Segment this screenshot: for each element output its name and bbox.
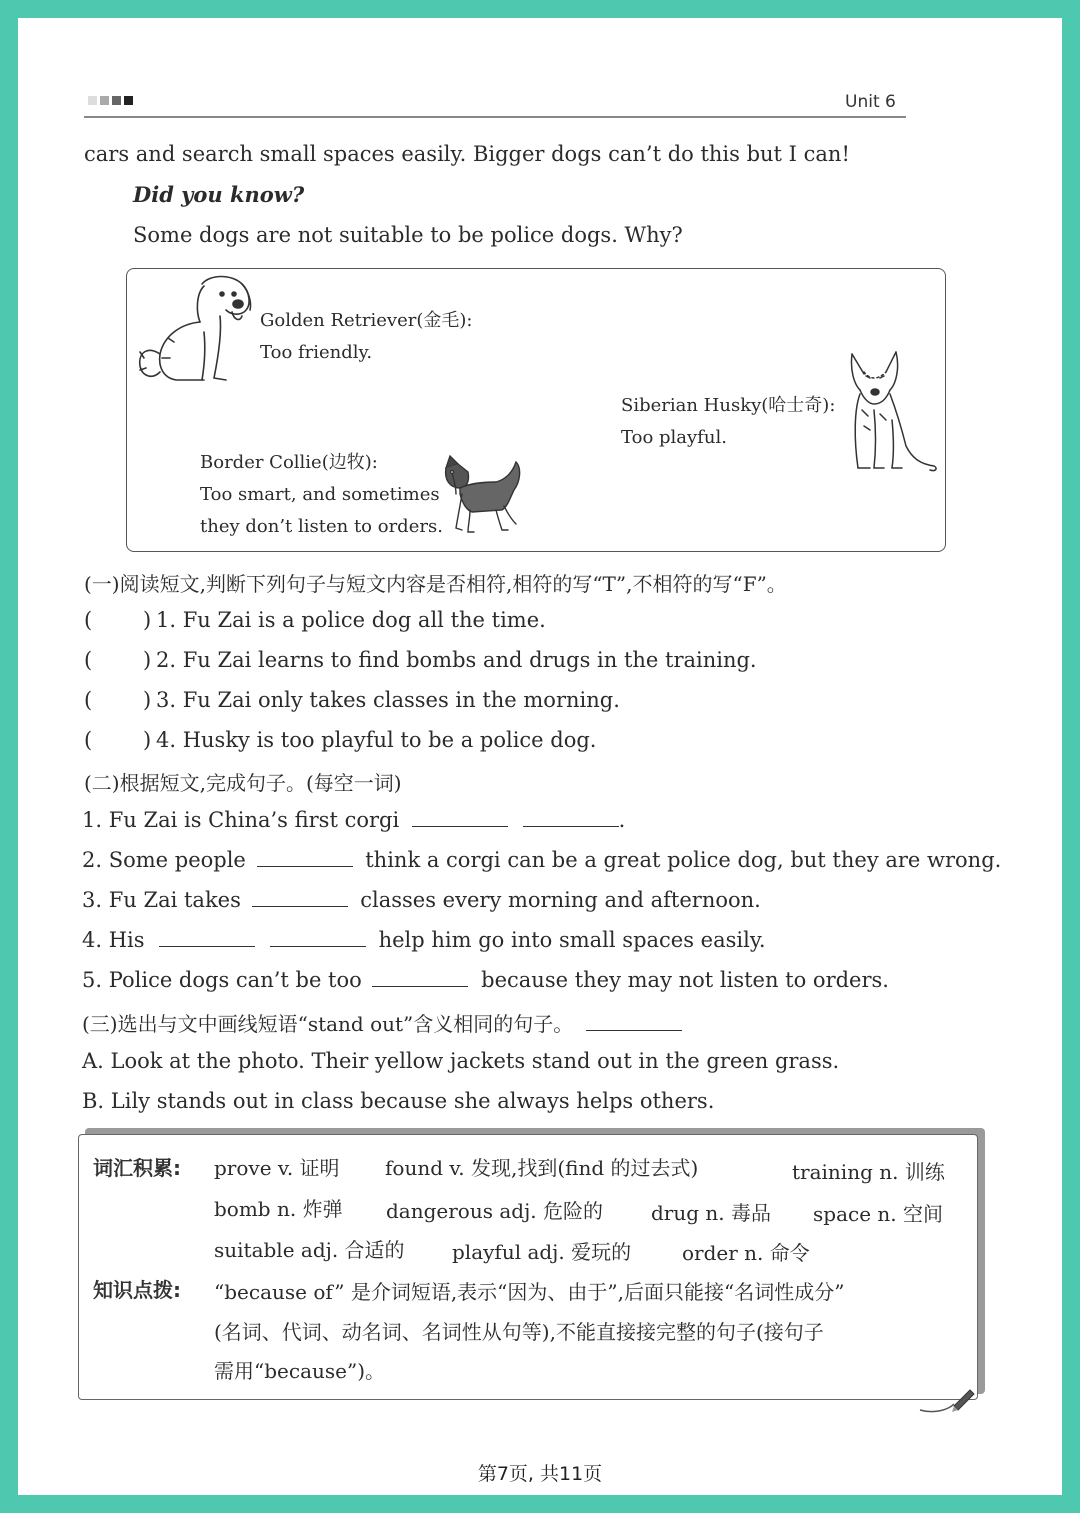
answer-bracket-close: ): [143, 648, 152, 672]
q3-text-before: 3. Fu Zai takes: [82, 888, 241, 912]
section2-title: (二)根据短文,完成句子。(每空一词): [84, 771, 402, 795]
q1-period: .: [618, 808, 626, 832]
vocab-item: bomb n. 炸弹: [214, 1197, 343, 1221]
section1-title: (一)阅读短文,判断下列句子与短文内容是否相符,相符的写“T”,不相符的写“F”。: [84, 572, 787, 596]
section3-option-a: A. Look at the photo. Their yellow jackets stand out in the green grass.: [82, 1049, 840, 1073]
answer-bracket-open: (: [84, 648, 93, 672]
q5-text-before: 5. Police dogs can’t be too: [82, 968, 362, 992]
section1-item-2: 2. Fu Zai learns to find bombs and drugs in the training.: [156, 648, 757, 672]
q4-blank-2[interactable]: [270, 945, 366, 947]
vocab-item: order n. 命令: [682, 1241, 810, 1265]
vocab-item: suitable adj. 合适的: [214, 1238, 405, 1262]
unit-label: Unit 6: [845, 92, 896, 112]
q1-text: 1. Fu Zai is China’s first corgi: [82, 808, 400, 832]
border-collie-name: Border Collie(边牧):: [200, 452, 378, 473]
q5-blank[interactable]: [372, 985, 468, 987]
section1-item-4: 4. Husky is too playful to be a police dog.: [156, 728, 597, 752]
section2-q3: [82, 888, 761, 912]
vocab-item: found v. 发现,找到(find 的过去式): [385, 1156, 699, 1180]
q3-text-after: classes every morning and afternoon.: [360, 888, 761, 912]
header-decoration: [88, 96, 133, 105]
section3-blank[interactable]: [586, 1029, 682, 1031]
border-collie-illustration: [442, 454, 524, 536]
header-rule: [84, 116, 906, 118]
vocab-item: dangerous adj. 危险的: [386, 1199, 603, 1223]
pencil-icon: [918, 1384, 976, 1414]
section2-q5: [82, 968, 889, 992]
siberian-husky-illustration: [846, 350, 942, 476]
section3-title: (三)选出与文中画线短语“stand out”含义相同的句子。: [82, 1012, 574, 1036]
q2-text-before: 2. Some people: [82, 848, 246, 872]
answer-bracket-open: (: [84, 728, 93, 752]
section1-item-3: 3. Fu Zai only takes classes in the morning.: [156, 688, 620, 712]
passage-continuation: cars and search small spaces easily. Bigger dogs can’t do this but I can!: [84, 142, 850, 166]
q2-text-after: think a corgi can be a great police dog, but they are wrong.: [365, 848, 1002, 872]
section2-q2: [82, 848, 1001, 872]
golden-retriever-reason: Too friendly.: [260, 342, 373, 363]
siberian-husky-name: Siberian Husky(哈士奇):: [621, 395, 836, 416]
section3-question: [82, 1008, 682, 1037]
golden-retriever-name: Golden Retriever(金毛):: [260, 310, 473, 331]
knowledge-line-3: 需用“because”)。: [214, 1359, 385, 1383]
border-collie-reason-line2: they don’t listen to orders.: [200, 516, 443, 537]
did-you-know-heading: Did you know?: [133, 182, 305, 207]
knowledge-line-2: (名词、代词、动名词、名词性从句等),不能直接接完整的句子(接句子: [214, 1320, 824, 1344]
section3-option-b: B. Lily stands out in class because she always helps others.: [82, 1089, 715, 1113]
section2-q4: [82, 928, 766, 952]
q1-blank-1[interactable]: [412, 825, 508, 827]
border-collie-reason-line1: Too smart, and sometimes: [200, 484, 440, 505]
knowledge-label: 知识点拨:: [93, 1278, 181, 1302]
page-number: 第7页, 共11页: [477, 1463, 603, 1485]
vocab-item: drug n. 毒品: [651, 1201, 771, 1225]
did-you-know-question: Some dogs are not suitable to be police dogs. Why?: [133, 223, 683, 247]
answer-bracket-open: (: [84, 608, 93, 632]
q2-blank[interactable]: [257, 865, 353, 867]
answer-bracket-close: ): [143, 688, 152, 712]
vocab-label: 词汇积累:: [93, 1156, 181, 1180]
section1-item-1: 1. Fu Zai is a police dog all the time.: [156, 608, 546, 632]
q4-text-before: 4. His: [82, 928, 145, 952]
q4-blank-1[interactable]: [159, 945, 255, 947]
section2-q1: [82, 808, 625, 832]
q3-blank[interactable]: [252, 905, 348, 907]
answer-bracket-close: ): [143, 728, 152, 752]
golden-retriever-illustration: [134, 272, 256, 384]
answer-bracket-close: ): [143, 608, 152, 632]
vocab-item: prove v. 证明: [214, 1156, 340, 1180]
q5-text-after: because they may not listen to orders.: [481, 968, 889, 992]
q1-blank-2[interactable]: [523, 825, 619, 827]
siberian-husky-reason: Too playful.: [621, 427, 727, 448]
q4-text-after: help him go into small spaces easily.: [378, 928, 766, 952]
knowledge-line-1: “because of” 是介词短语,表示“因为、由于”,后面只能接“名词性成分”: [214, 1280, 845, 1304]
vocab-item: training n. 训练: [792, 1160, 945, 1184]
vocab-item: space n. 空间: [813, 1202, 943, 1226]
vocab-item: playful adj. 爱玩的: [452, 1240, 632, 1264]
answer-bracket-open: (: [84, 688, 93, 712]
